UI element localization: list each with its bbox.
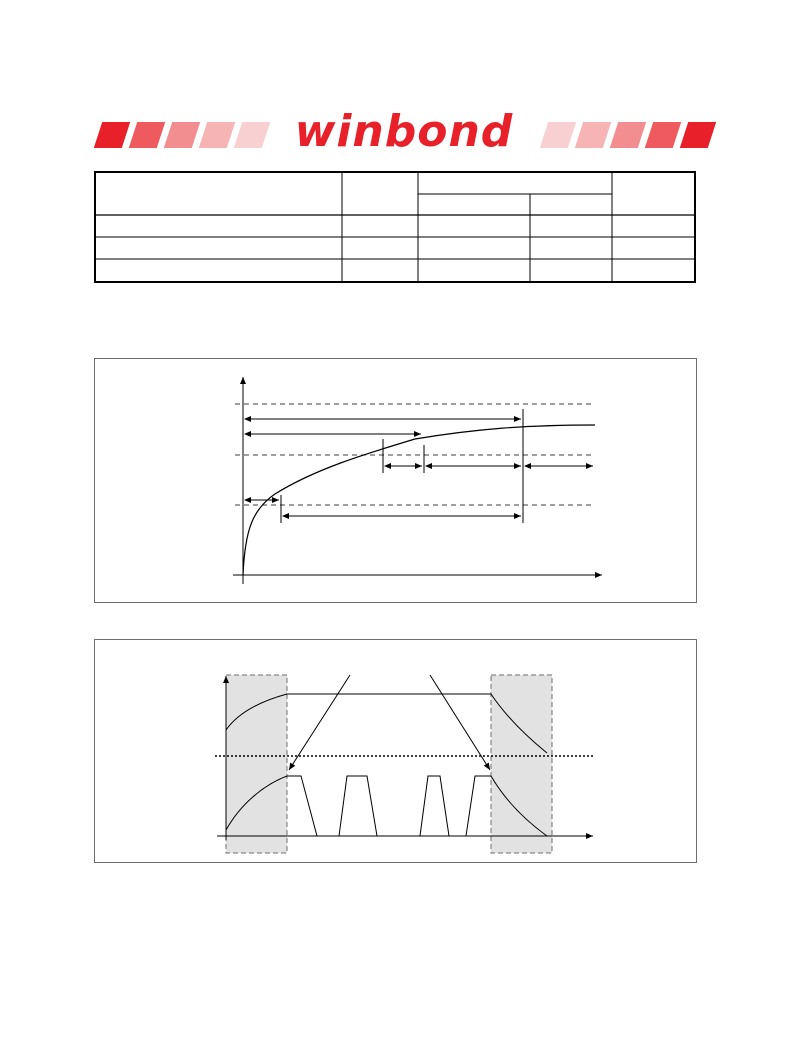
logo-bar bbox=[575, 122, 611, 148]
logo-bar bbox=[680, 122, 716, 148]
winbond-logo bbox=[94, 106, 710, 157]
logo-wordmark: winbond bbox=[294, 106, 514, 157]
vcc-rise-curve bbox=[243, 425, 595, 575]
logo-bar bbox=[129, 122, 165, 148]
logo-bars-right bbox=[544, 122, 719, 148]
logo-bars-left bbox=[98, 122, 273, 148]
logo-bar bbox=[199, 122, 235, 148]
shaded-region-left bbox=[226, 675, 287, 853]
power-up-timing-diagram bbox=[95, 359, 696, 602]
spec-table bbox=[94, 171, 696, 283]
logo-bar bbox=[234, 122, 270, 148]
logo-bar bbox=[94, 122, 130, 148]
operation-sequence-diagram bbox=[95, 640, 696, 862]
shaded-region-right bbox=[491, 675, 552, 853]
logo-bar bbox=[540, 122, 576, 148]
logo-bar bbox=[610, 122, 646, 148]
logo-bar bbox=[645, 122, 681, 148]
table-border bbox=[95, 172, 695, 282]
power-up-timing-figure bbox=[94, 358, 697, 603]
operation-sequence-figure bbox=[94, 639, 697, 863]
logo-bar bbox=[164, 122, 200, 148]
